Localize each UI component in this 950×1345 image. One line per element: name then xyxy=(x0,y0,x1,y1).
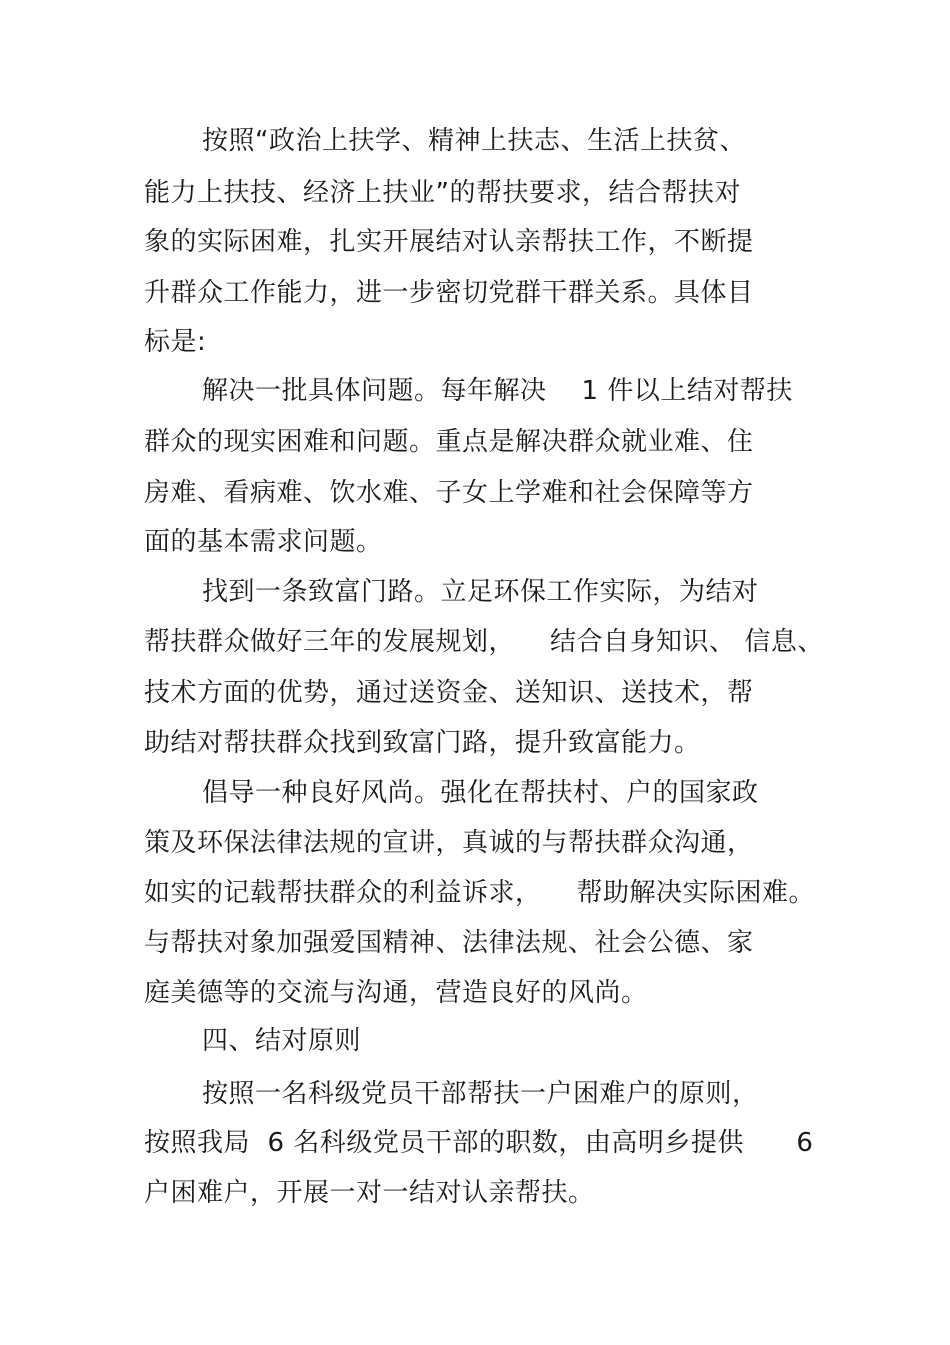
text-line: 户困难户，开展一对一结对认亲帮扶。 xyxy=(144,1178,595,1208)
text-line: 倡导一种良好风尚。强化在帮扶村、户的国家政 xyxy=(202,778,759,808)
text-line: 帮扶群众做好三年的发展规划， 结合自身知识、 信息、 xyxy=(144,627,824,657)
text-line: 标是: xyxy=(144,327,207,357)
text-line: 庭美德等的交流与沟通，营造良好的风尚。 xyxy=(144,978,648,1008)
text-line: 策及环保法律法规的宣讲，真诚的与帮扶群众沟通， xyxy=(144,828,754,858)
text-line: 按照一名科级党员干部帮扶一户困难户的原则， xyxy=(202,1079,759,1109)
text-line: 技术方面的优势，通过送资金、送知识、送技术，帮 xyxy=(144,678,754,708)
text-line: 按照我局 6 名科级党员干部的职数，由高明乡提供 6 xyxy=(144,1128,814,1158)
text-line: 群众的现实困难和问题。重点是解决群众就业难、住 xyxy=(144,427,754,457)
text-line: 按照“政治上扶学、精神上扶志、生活上扶贫、 xyxy=(202,126,746,156)
text-line: 助结对帮扶群众找到致富门路，提升致富能力。 xyxy=(144,728,701,758)
text-line: 面的基本需求问题。 xyxy=(144,527,383,557)
text-line: 能力上扶技、经济上扶业”的帮扶要求，结合帮扶对 xyxy=(144,178,741,208)
text-line: 如实的记载帮扶群众的利益诉求， 帮助解决实际困难。 xyxy=(144,878,816,908)
text-line: 升群众工作能力，进一步密切党群干群关系。具体目 xyxy=(144,278,754,308)
text-line: 找到一条致富门路。立足环保工作实际，为结对 xyxy=(202,577,759,607)
text-line: 与帮扶对象加强爱国精神、法律法规、社会公德、家 xyxy=(144,928,754,958)
text-line: 解决一批具体问题。每年解决 1 件以上结对帮扶 xyxy=(202,376,793,406)
section-heading: 四、结对原则 xyxy=(202,1026,362,1056)
text-line: 象的实际困难，扎实开展结对认亲帮扶工作，不断提 xyxy=(144,227,754,257)
text-line: 房难、看病难、饮水难、子女上学难和社会保障等方 xyxy=(144,478,754,508)
